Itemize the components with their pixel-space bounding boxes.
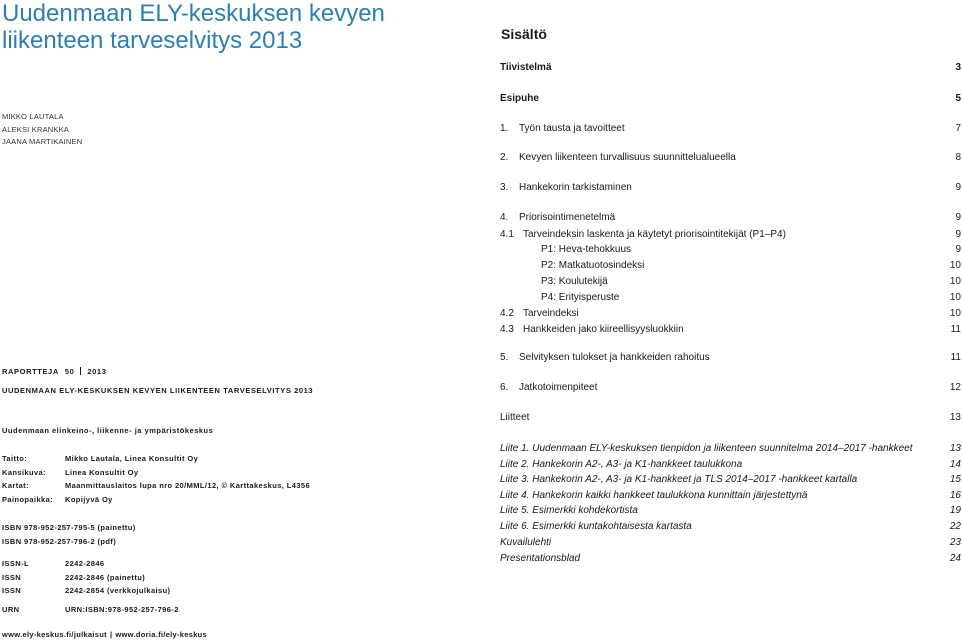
toc-entry-page: 11: [950, 324, 961, 335]
toc-entry-text: Selvityksen tulokset ja hankkeiden rahoitus: [519, 352, 710, 363]
toc-entry-number: 4.2: [500, 308, 514, 319]
appendix-entry[interactable]: [500, 489, 961, 503]
author-list: [2, 111, 82, 149]
web-links: [2, 630, 207, 639]
credit-row: [2, 466, 310, 480]
appendix-page: 16: [949, 490, 961, 501]
issn-value: 2242-2854 (verkkojulkaisu): [65, 586, 171, 595]
issn-key: ISSN: [2, 572, 22, 582]
toc-entry-text: Jatkotoimenpiteet: [519, 382, 598, 393]
toc-entry-text: P4: Erityisperuste: [541, 292, 620, 303]
issn-row: [2, 571, 170, 585]
appendix-title: Kuvailulehti: [500, 537, 552, 548]
toc-entry-text: Tarveindeksin laskenta ja käytetyt priorisointitekijät (P1–P4): [523, 229, 786, 240]
appendix-entry[interactable]: [500, 520, 961, 534]
isbn-line: ISBN 978-952-257-796-2 (pdf): [2, 536, 117, 546]
report-title-line-1: Uudenmaan ELY-keskuksen kevyen: [2, 0, 385, 27]
toc-entry-page: 9: [955, 244, 961, 255]
credit-row: [2, 452, 310, 466]
toc-entry-text: P1: Heva-tehokkuus: [541, 244, 632, 255]
toc-entry-title: [541, 291, 619, 305]
issn-value: 2242-2846: [65, 559, 105, 568]
credit-value: Linea Konsultit Oy: [65, 467, 139, 477]
toc-entry-number: 6.: [500, 382, 509, 393]
toc-entry[interactable]: [500, 122, 961, 136]
appendix-entry[interactable]: [500, 442, 961, 456]
appendix-page: 14: [949, 459, 961, 470]
credit-key: Kartat:: [2, 481, 29, 490]
appendix-entry[interactable]: [500, 458, 961, 472]
toc-entry[interactable]: [500, 151, 961, 165]
toc-entry-text: Hankkeiden jako kiireellisyysluokkiin: [523, 324, 684, 335]
toc-entry-title: [500, 211, 615, 225]
toc-entry-title: [500, 151, 736, 165]
link-separator: |: [109, 630, 113, 639]
issn-row: [2, 584, 170, 598]
author-name: ALEKSI KRANKKA: [2, 124, 69, 134]
toc-entry[interactable]: [500, 411, 961, 425]
toc-entry-title: [500, 381, 597, 395]
toc-entry-text: P2: Matkatuotosindeksi: [541, 260, 645, 271]
toc-entry-page: 5: [955, 93, 961, 104]
issn-row: [2, 557, 170, 571]
toc-entry-page: 10: [949, 292, 961, 303]
issn-value: 2242-2846 (painettu): [65, 572, 146, 582]
credit-key: Kansikuva:: [2, 467, 47, 477]
issn-key: ISSN: [2, 586, 22, 595]
toc-entry-number: 4.1: [500, 229, 514, 240]
toc-heading: Sisältö: [501, 26, 547, 42]
appendix-title: Liite 2. Hankekorin A2-, A3- ja K1-hankkeet taulukkona: [500, 459, 743, 470]
toc-entry[interactable]: [500, 211, 961, 225]
toc-entry-title: [500, 92, 539, 106]
publisher-name: Uudenmaan elinkeino-, liikenne- ja ympäristökeskus: [2, 426, 214, 435]
report-title: [2, 0, 472, 54]
toc-entry[interactable]: [500, 259, 961, 273]
toc-entry-number: 4.: [500, 212, 509, 223]
toc-entry-number: 1.: [500, 123, 509, 134]
appendix-title: Liite 5. Esimerkki kohdekortista: [500, 505, 638, 516]
series-year: 2013: [87, 367, 107, 376]
toc-entry-title: [500, 307, 579, 321]
series-number: 50: [64, 367, 75, 376]
toc-entry-title: [500, 122, 625, 136]
toc-entry-title: [500, 351, 710, 365]
toc-entry-text: P3: Koulutekijä: [541, 276, 608, 287]
toc-entry-title: [500, 61, 552, 75]
toc-entry-text: Tiivistelmä: [500, 62, 552, 73]
series-report-name: UUDENMAAN ELY-KESKUKSEN KEVYEN LIIKENTEEN TARVESELVITYS 2013: [2, 386, 314, 395]
toc-entry-title: [500, 411, 529, 425]
toc-entry-page: 3: [955, 62, 961, 73]
toc-entry-page: 12: [949, 382, 961, 393]
toc-entry[interactable]: [500, 228, 961, 242]
credit-key: Taitto:: [2, 454, 28, 463]
publications-link[interactable]: www.ely-keskus.fi/julkaisut: [2, 630, 107, 639]
toc-entry-number: 3.: [500, 182, 509, 193]
toc-entry[interactable]: [500, 275, 961, 289]
credit-value: Kopijyvä Oy: [65, 494, 113, 504]
toc-entry[interactable]: [500, 92, 961, 106]
report-title-line-2: liikenteen tarveselvitys 2013: [2, 27, 303, 54]
imprint-column: [0, 0, 480, 643]
toc-entry-page: 10: [949, 276, 961, 287]
appendix-page: 13: [949, 443, 961, 454]
toc-entry[interactable]: [500, 381, 961, 395]
credit-row: [2, 479, 310, 493]
toc-entry-text: Työn tausta ja tavoitteet: [519, 123, 625, 134]
issn-key: ISSN-L: [2, 559, 29, 568]
toc-entry-page: 10: [949, 308, 961, 319]
series-line: [2, 367, 472, 377]
appendix-title: Liite 3. Hankekorin A2-, A3- ja K1-hankkeet ja TLS 2014–2017 -hankkeet kartalla: [500, 474, 858, 485]
toc-entry-title: [541, 275, 608, 289]
credits-list: [2, 452, 310, 506]
credit-value: Maanmittauslaitos lupa nro 20/MML/12, © Karttakeskus, L4356: [65, 481, 311, 490]
urn-value: URN:ISBN:978-952-257-796-2: [65, 605, 179, 614]
toc-entry[interactable]: [500, 351, 961, 365]
appendix-page: 23: [949, 537, 961, 548]
appendix-entry[interactable]: [500, 473, 961, 487]
appendix-title: Liite 4. Hankekorin kaikki hankkeet taulukkona kunnittain järjestettynä: [500, 490, 808, 501]
table-of-contents: [500, 0, 962, 643]
appendix-title: Presentationsblad: [500, 553, 581, 564]
toc-entry-page: 9: [955, 212, 961, 223]
urn-key: URN: [2, 605, 20, 614]
isbn-line: ISBN 978-952-257-795-5 (painettu): [2, 523, 136, 532]
toc-entry-text: Esipuhe: [500, 93, 539, 104]
series-divider: [80, 367, 81, 375]
toc-entry-title: [541, 259, 644, 273]
urn-row: [2, 605, 179, 614]
doria-link[interactable]: www.doria.fi/ely-keskus: [115, 630, 208, 639]
toc-entry-page: 8: [955, 152, 961, 163]
credit-key: Painopaikka:: [2, 494, 54, 504]
toc-entry-page: 10: [949, 260, 961, 271]
toc-entry-page: 13: [949, 412, 961, 423]
toc-entry-text: Liitteet: [500, 412, 530, 423]
toc-entry-number: 5.: [500, 352, 509, 363]
toc-entry-number: 4.3: [500, 324, 514, 335]
issn-list: [2, 557, 170, 598]
series-block: [2, 367, 472, 396]
appendix-title: Liite 1. Uudenmaan ELY-keskuksen tienpidon ja liikenteen suunnitelma 2014–2017 -hankkeet: [500, 443, 913, 454]
series-label: RAPORTTEJA: [2, 367, 59, 376]
toc-entry-text: Hankekorin tarkistaminen: [519, 182, 632, 193]
toc-entry-page: 9: [955, 182, 961, 193]
toc-entry-text: Kevyen liikenteen turvallisuus suunnittelualueella: [519, 152, 736, 163]
toc-entry-page: 9: [955, 229, 961, 240]
toc-entry-page: 7: [955, 123, 961, 134]
toc-entry-text: Priorisointimenetelmä: [519, 212, 616, 223]
appendix-entry[interactable]: [500, 536, 961, 550]
credit-row: [2, 493, 310, 507]
toc-entry-title: [500, 323, 684, 337]
appendix-page: 15: [949, 474, 961, 485]
toc-entry-title: [500, 228, 786, 242]
isbn-list: [2, 521, 136, 548]
toc-entry-page: 11: [950, 352, 961, 363]
toc-entry-title: [500, 181, 632, 195]
toc-entry[interactable]: [500, 307, 961, 321]
appendix-title: Liite 6. Esimerkki kuntakohtaisesta kartasta: [500, 521, 692, 532]
toc-entry[interactable]: [500, 181, 961, 195]
toc-entry[interactable]: [500, 291, 961, 305]
author-name: JAANA MARTIKAINEN: [2, 137, 83, 146]
toc-entry[interactable]: [500, 243, 961, 257]
appendix-page: 19: [949, 505, 961, 516]
appendix-entry[interactable]: [500, 552, 961, 566]
appendix-page: 22: [949, 521, 961, 532]
credit-value: Mikko Lautala, Linea Konsultit Oy: [65, 454, 199, 463]
appendix-page: 24: [949, 553, 961, 564]
toc-entry-title: [541, 243, 631, 257]
toc-entry-text: Tarveindeksi: [523, 308, 579, 319]
appendix-entry[interactable]: [500, 504, 961, 518]
author-name: MIKKO LAUTALA: [2, 112, 64, 121]
toc-entry[interactable]: [500, 61, 961, 75]
toc-entry[interactable]: [500, 323, 961, 337]
toc-entry-number: 2.: [500, 152, 509, 163]
